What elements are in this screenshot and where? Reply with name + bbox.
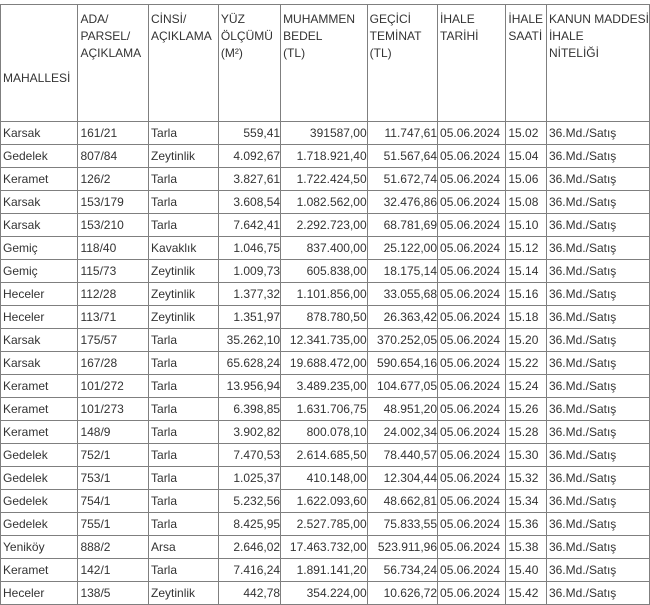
cell-ihale-tarihi: 05.06.2024: [438, 306, 506, 329]
cell-cinsi: Tarla: [149, 467, 219, 490]
header-muhammen-bedel: [281, 5, 368, 122]
cell-yuzolcumu: 65.628,24: [218, 352, 280, 375]
cell-yuzolcumu: 7.416,24: [218, 559, 280, 582]
cell-ihale-tarihi: 05.06.2024: [438, 398, 506, 421]
cell-gecici-teminat: 370.252,05: [367, 329, 437, 352]
cell-mahalle: Gedelek: [1, 145, 78, 168]
header-line: NİTELİĞİ: [548, 46, 599, 60]
cell-cinsi: Zeytinlik: [149, 306, 219, 329]
cell-ada-parsel: 112/28: [78, 283, 149, 306]
table-row: [1, 559, 650, 582]
table-row: [1, 513, 650, 536]
cell-ada-parsel: 148/9: [78, 421, 149, 444]
cell-cinsi: Zeytinlik: [149, 260, 219, 283]
cell-gecici-teminat: 24.002,34: [367, 421, 437, 444]
cell-kanun-maddesi: 36.Md./Satış: [546, 260, 649, 283]
cell-muhammen-bedel: 605.838,00: [281, 260, 368, 283]
cell-ihale-saati: 15.38: [506, 536, 547, 559]
header-gecici-teminat: [367, 5, 437, 122]
header-line: CİNSİ/: [151, 12, 187, 26]
header-line: KANUN MADDESİ: [548, 12, 649, 26]
cell-kanun-maddesi: 36.Md./Satış: [546, 513, 649, 536]
header-line: ÖLÇÜMÜ: [220, 29, 273, 43]
cell-ihale-saati: 15.02: [506, 122, 547, 145]
cell-muhammen-bedel: 1.082.562,00: [281, 191, 368, 214]
cell-kanun-maddesi: 36.Md./Satış: [546, 214, 649, 237]
table-row: [1, 329, 650, 352]
header-ihale-saati: [506, 5, 547, 122]
cell-kanun-maddesi: 36.Md./Satış: [546, 329, 649, 352]
header-line: (TL): [369, 46, 392, 60]
cell-cinsi: Tarla: [149, 191, 219, 214]
cell-mahalle: Karsak: [1, 214, 78, 237]
cell-cinsi: Tarla: [149, 122, 219, 145]
cell-ada-parsel: 153/179: [78, 191, 149, 214]
table-row: [1, 168, 650, 191]
cell-cinsi: Tarla: [149, 444, 219, 467]
cell-yuzolcumu: 4.092,67: [218, 145, 280, 168]
table-row: [1, 237, 650, 260]
cell-muhammen-bedel: 12.341.735,00: [281, 329, 368, 352]
cell-ihale-tarihi: 05.06.2024: [438, 467, 506, 490]
cell-ada-parsel: 888/2: [78, 536, 149, 559]
cell-mahalle: Karsak: [1, 191, 78, 214]
cell-cinsi: Zeytinlik: [149, 145, 219, 168]
cell-muhammen-bedel: 1.622.093,60: [281, 490, 368, 513]
cell-ihale-saati: 15.12: [506, 237, 547, 260]
cell-ihale-tarihi: 05.06.2024: [438, 352, 506, 375]
cell-mahalle: Gemiç: [1, 237, 78, 260]
cell-yuzolcumu: 13.956,94: [218, 375, 280, 398]
cell-ihale-tarihi: 05.06.2024: [438, 191, 506, 214]
cell-gecici-teminat: 11.747,61: [367, 122, 437, 145]
table-row: [1, 352, 650, 375]
cell-kanun-maddesi: 36.Md./Satış: [546, 490, 649, 513]
cell-cinsi: Tarla: [149, 352, 219, 375]
cell-muhammen-bedel: 1.101.856,00: [281, 283, 368, 306]
cell-yuzolcumu: 3.902,82: [218, 421, 280, 444]
cell-mahalle: Keramet: [1, 559, 78, 582]
cell-ada-parsel: 115/73: [78, 260, 149, 283]
cell-ihale-tarihi: 05.06.2024: [438, 237, 506, 260]
cell-gecici-teminat: 51.672,74: [367, 168, 437, 191]
cell-ada-parsel: 161/21: [78, 122, 149, 145]
cell-ihale-saati: 15.10: [506, 214, 547, 237]
table-row: [1, 467, 650, 490]
cell-yuzolcumu: 559,41: [218, 122, 280, 145]
header-line: YÜZ: [220, 12, 245, 26]
cell-ihale-saati: 15.42: [506, 582, 547, 605]
cell-kanun-maddesi: 36.Md./Satış: [546, 237, 649, 260]
cell-ihale-tarihi: 05.06.2024: [438, 421, 506, 444]
header-yuzolcumu: [218, 5, 280, 122]
table-row: [1, 398, 650, 421]
cell-mahalle: Karsak: [1, 352, 78, 375]
header-ihale-tarihi: [438, 5, 506, 122]
header-line: AÇIKLAMA: [151, 29, 212, 43]
cell-ada-parsel: 113/71: [78, 306, 149, 329]
cell-cinsi: Tarla: [149, 329, 219, 352]
cell-yuzolcumu: 8.425,95: [218, 513, 280, 536]
cell-muhammen-bedel: 1.631.706,75: [281, 398, 368, 421]
cell-ada-parsel: 153/210: [78, 214, 149, 237]
cell-ihale-saati: 15.26: [506, 398, 547, 421]
cell-muhammen-bedel: 878.780,50: [281, 306, 368, 329]
cell-kanun-maddesi: 36.Md./Satış: [546, 352, 649, 375]
cell-cinsi: Arsa: [149, 536, 219, 559]
cell-ihale-tarihi: 05.06.2024: [438, 283, 506, 306]
cell-mahalle: Gedelek: [1, 513, 78, 536]
cell-muhammen-bedel: 2.292.723,00: [281, 214, 368, 237]
cell-ihale-tarihi: 05.06.2024: [438, 536, 506, 559]
cell-mahalle: Karsak: [1, 122, 78, 145]
cell-muhammen-bedel: 2.527.785,00: [281, 513, 368, 536]
cell-cinsi: Tarla: [149, 421, 219, 444]
header-row: [1, 5, 650, 122]
cell-yuzolcumu: 35.262,10: [218, 329, 280, 352]
cell-ihale-saati: 15.40: [506, 559, 547, 582]
header-mahallesi: [1, 5, 78, 122]
cell-ihale-saati: 15.28: [506, 421, 547, 444]
tender-table: [0, 4, 650, 605]
cell-ihale-tarihi: 05.06.2024: [438, 168, 506, 191]
table-row: [1, 421, 650, 444]
cell-muhammen-bedel: 391587,00: [281, 122, 368, 145]
cell-ihale-tarihi: 05.06.2024: [438, 513, 506, 536]
cell-muhammen-bedel: 2.614.685,50: [281, 444, 368, 467]
header-line: (TL): [283, 46, 306, 60]
cell-kanun-maddesi: 36.Md./Satış: [546, 375, 649, 398]
cell-kanun-maddesi: 36.Md./Satış: [546, 467, 649, 490]
header-line: AÇIKLAMA: [80, 46, 142, 60]
header-line: İHALE: [508, 12, 544, 26]
cell-yuzolcumu: 3.608,54: [218, 191, 280, 214]
cell-mahalle: Heceler: [1, 283, 78, 306]
cell-ihale-saati: 15.36: [506, 513, 547, 536]
table-row: [1, 260, 650, 283]
cell-gecici-teminat: 48.662,81: [367, 490, 437, 513]
cell-gecici-teminat: 56.734,24: [367, 559, 437, 582]
cell-mahalle: Gemiç: [1, 260, 78, 283]
cell-cinsi: Tarla: [149, 490, 219, 513]
cell-mahalle: Keramet: [1, 421, 78, 444]
cell-muhammen-bedel: 837.400,00: [281, 237, 368, 260]
cell-yuzolcumu: 442,78: [218, 582, 280, 605]
cell-gecici-teminat: 51.567,64: [367, 145, 437, 168]
cell-cinsi: Tarla: [149, 214, 219, 237]
cell-gecici-teminat: 33.055,68: [367, 283, 437, 306]
cell-gecici-teminat: 68.781,69: [367, 214, 437, 237]
header-line: MUHAMMEN: [283, 12, 356, 26]
cell-kanun-maddesi: 36.Md./Satış: [546, 582, 649, 605]
cell-yuzolcumu: 3.827,61: [218, 168, 280, 191]
header-line: İHALE: [548, 29, 584, 43]
table-row: [1, 490, 650, 513]
table-header: [1, 5, 650, 122]
cell-yuzolcumu: 6.398,85: [218, 398, 280, 421]
cell-ihale-tarihi: 05.06.2024: [438, 444, 506, 467]
cell-kanun-maddesi: 36.Md./Satış: [546, 398, 649, 421]
cell-muhammen-bedel: 3.489.235,00: [281, 375, 368, 398]
table-row: [1, 214, 650, 237]
cell-ihale-tarihi: 05.06.2024: [438, 214, 506, 237]
cell-gecici-teminat: 523.911,96: [367, 536, 437, 559]
header-line: ADA/: [80, 12, 109, 26]
header-kanun-maddesi: [546, 5, 649, 122]
cell-ihale-tarihi: 05.06.2024: [438, 329, 506, 352]
cell-gecici-teminat: 48.951,20: [367, 398, 437, 421]
cell-kanun-maddesi: 36.Md./Satış: [546, 145, 649, 168]
cell-muhammen-bedel: 800.078,10: [281, 421, 368, 444]
cell-muhammen-bedel: 410.148,00: [281, 467, 368, 490]
cell-muhammen-bedel: 354.224,00: [281, 582, 368, 605]
cell-ada-parsel: 752/1: [78, 444, 149, 467]
cell-gecici-teminat: 18.175,14: [367, 260, 437, 283]
cell-ihale-tarihi: 05.06.2024: [438, 145, 506, 168]
cell-ihale-tarihi: 05.06.2024: [438, 375, 506, 398]
cell-muhammen-bedel: 19.688.472,00: [281, 352, 368, 375]
cell-ihale-saati: 15.30: [506, 444, 547, 467]
cell-muhammen-bedel: 1.722.424,50: [281, 168, 368, 191]
cell-yuzolcumu: 5.232,56: [218, 490, 280, 513]
cell-gecici-teminat: 32.476,86: [367, 191, 437, 214]
table-row: [1, 306, 650, 329]
cell-ihale-tarihi: 05.06.2024: [438, 260, 506, 283]
cell-gecici-teminat: 590.654,16: [367, 352, 437, 375]
cell-cinsi: Tarla: [149, 559, 219, 582]
cell-ada-parsel: 755/1: [78, 513, 149, 536]
cell-kanun-maddesi: 36.Md./Satış: [546, 168, 649, 191]
cell-kanun-maddesi: 36.Md./Satış: [546, 536, 649, 559]
cell-ada-parsel: 138/5: [78, 582, 149, 605]
cell-ada-parsel: 101/272: [78, 375, 149, 398]
header-cinsi: [149, 5, 219, 122]
cell-yuzolcumu: 1.351,97: [218, 306, 280, 329]
cell-ihale-tarihi: 05.06.2024: [438, 122, 506, 145]
cell-ada-parsel: 101/273: [78, 398, 149, 421]
cell-kanun-maddesi: 36.Md./Satış: [546, 444, 649, 467]
table-row: [1, 444, 650, 467]
cell-muhammen-bedel: 1.718.921,40: [281, 145, 368, 168]
cell-kanun-maddesi: 36.Md./Satış: [546, 283, 649, 306]
cell-mahalle: Heceler: [1, 582, 78, 605]
cell-ihale-saati: 15.16: [506, 283, 547, 306]
cell-yuzolcumu: 1.009,73: [218, 260, 280, 283]
cell-gecici-teminat: 10.626,72: [367, 582, 437, 605]
table-row: [1, 145, 650, 168]
cell-mahalle: Gedelek: [1, 444, 78, 467]
cell-mahalle: Yeniköy: [1, 536, 78, 559]
cell-yuzolcumu: 1.046,75: [218, 237, 280, 260]
cell-kanun-maddesi: 36.Md./Satış: [546, 191, 649, 214]
cell-cinsi: Zeytinlik: [149, 582, 219, 605]
cell-ihale-saati: 15.34: [506, 490, 547, 513]
cell-ada-parsel: 142/1: [78, 559, 149, 582]
cell-yuzolcumu: 7.642,41: [218, 214, 280, 237]
cell-yuzolcumu: 1.377,32: [218, 283, 280, 306]
cell-gecici-teminat: 104.677,05: [367, 375, 437, 398]
cell-gecici-teminat: 75.833,55: [367, 513, 437, 536]
header-line: BEDEL: [283, 29, 323, 43]
cell-mahalle: Karsak: [1, 329, 78, 352]
cell-ihale-saati: 15.22: [506, 352, 547, 375]
cell-ihale-saati: 15.04: [506, 145, 547, 168]
table-row: [1, 122, 650, 145]
header-line: MAHALLESİ: [3, 71, 71, 85]
cell-kanun-maddesi: 36.Md./Satış: [546, 559, 649, 582]
cell-ihale-saati: 15.20: [506, 329, 547, 352]
table-row: [1, 375, 650, 398]
cell-gecici-teminat: 26.363,42: [367, 306, 437, 329]
cell-yuzolcumu: 7.470,53: [218, 444, 280, 467]
cell-ihale-saati: 15.24: [506, 375, 547, 398]
cell-muhammen-bedel: 17.463.732,00: [281, 536, 368, 559]
cell-gecici-teminat: 78.440,57: [367, 444, 437, 467]
cell-mahalle: Keramet: [1, 168, 78, 191]
cell-cinsi: Zeytinlik: [149, 283, 219, 306]
cell-cinsi: Kavaklık: [149, 237, 219, 260]
cell-ada-parsel: 754/1: [78, 490, 149, 513]
table-body: [1, 122, 650, 605]
header-line: (M²): [220, 46, 243, 60]
cell-ihale-saati: 15.14: [506, 260, 547, 283]
cell-kanun-maddesi: 36.Md./Satış: [546, 421, 649, 444]
cell-ihale-tarihi: 05.06.2024: [438, 582, 506, 605]
cell-ada-parsel: 167/28: [78, 352, 149, 375]
cell-mahalle: Heceler: [1, 306, 78, 329]
cell-ihale-saati: 15.08: [506, 191, 547, 214]
table-row: [1, 582, 650, 605]
header-ada-parsel: [78, 5, 149, 122]
cell-kanun-maddesi: 36.Md./Satış: [546, 306, 649, 329]
cell-yuzolcumu: 1.025,37: [218, 467, 280, 490]
cell-ihale-saati: 15.32: [506, 467, 547, 490]
cell-ihale-tarihi: 05.06.2024: [438, 490, 506, 513]
cell-ihale-tarihi: 05.06.2024: [438, 559, 506, 582]
cell-mahalle: Gedelek: [1, 467, 78, 490]
cell-mahalle: Gedelek: [1, 490, 78, 513]
cell-gecici-teminat: 25.122,00: [367, 237, 437, 260]
header-line: İHALE: [440, 12, 475, 26]
cell-ihale-saati: 15.06: [506, 168, 547, 191]
header-line: TARİHİ: [440, 29, 479, 43]
cell-cinsi: Tarla: [149, 375, 219, 398]
cell-ada-parsel: 807/84: [78, 145, 149, 168]
cell-ada-parsel: 175/57: [78, 329, 149, 352]
cell-yuzolcumu: 2.646,02: [218, 536, 280, 559]
header-line: TEMİNAT: [369, 29, 422, 43]
cell-muhammen-bedel: 1.891.141,20: [281, 559, 368, 582]
cell-gecici-teminat: 12.304,44: [367, 467, 437, 490]
cell-kanun-maddesi: 36.Md./Satış: [546, 122, 649, 145]
cell-mahalle: Keramet: [1, 398, 78, 421]
header-line: GEÇİCİ: [369, 12, 411, 26]
cell-mahalle: Keramet: [1, 375, 78, 398]
cell-ada-parsel: 753/1: [78, 467, 149, 490]
table-row: [1, 191, 650, 214]
cell-cinsi: Tarla: [149, 168, 219, 191]
cell-cinsi: Tarla: [149, 513, 219, 536]
cell-ada-parsel: 126/2: [78, 168, 149, 191]
cell-cinsi: Tarla: [149, 398, 219, 421]
table-row: [1, 536, 650, 559]
table-row: [1, 283, 650, 306]
cell-ada-parsel: 118/40: [78, 237, 149, 260]
cell-ihale-saati: 15.18: [506, 306, 547, 329]
header-line: SAATİ: [508, 29, 543, 43]
header-line: PARSEL/: [80, 29, 131, 43]
